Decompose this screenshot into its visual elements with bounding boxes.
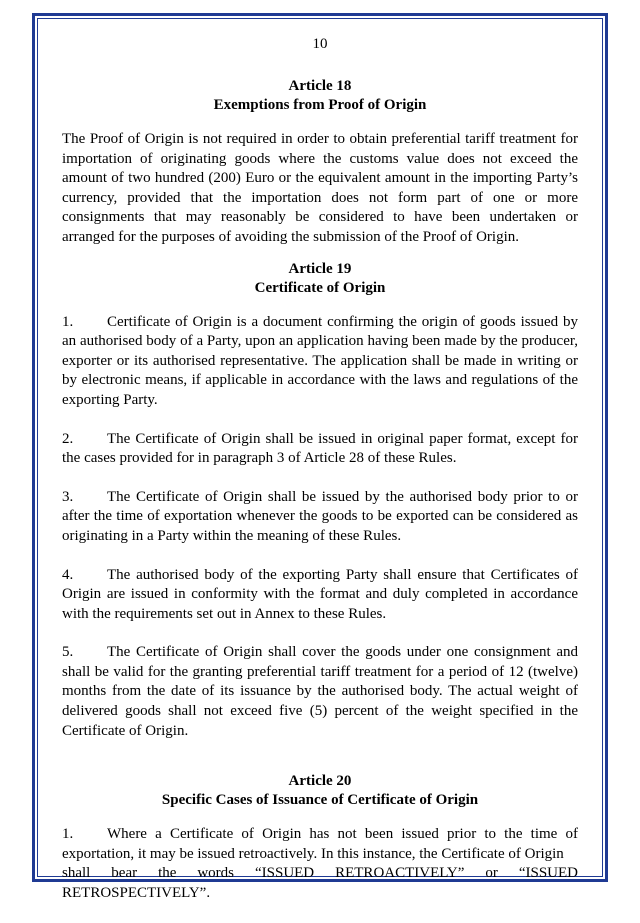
paragraph-text: The Certificate of Origin shall be issued in original paper format, except for the cases provided for in paragraph 3 of Article 28 of these Rules. xyxy=(62,430,578,467)
page-number: 10 xyxy=(312,36,328,52)
paragraph-number: 2. xyxy=(62,430,74,447)
article-19 xyxy=(62,260,578,742)
paragraph-text: Certificate of Origin is a document confirming the origin of goods issued by an authorised body of a Party, upon an application having been made by the producer, exporter or its authorised representative. The application shall be made in writing or by electronic means, if applicable in accordance with the laws and regulations of the exporting Party. xyxy=(62,313,578,408)
paragraph-text-line: RETROSPECTIVELY”. xyxy=(62,885,211,902)
paragraph-number: 5. xyxy=(62,644,74,661)
paragraph-text: The authorised body of the exporting Party shall ensure that Certificates of Origin are issued in conformity with the format and duly completed in accordance with the requirements set out in Annex to these Rules. xyxy=(62,566,578,622)
paragraph-number: 1. xyxy=(62,313,74,330)
paragraph-number: 1. xyxy=(62,826,74,843)
article-number: Article 20 xyxy=(288,773,352,790)
numbered-paragraph xyxy=(62,430,578,469)
numbered-paragraph xyxy=(62,566,578,625)
paragraph-text-line: shall bear the words “ISSUED RETROACTIVELY” or “ISSUED xyxy=(62,865,578,882)
numbered-paragraph xyxy=(62,488,578,547)
numbered-paragraph xyxy=(62,825,578,903)
article-18 xyxy=(62,77,578,248)
numbered-paragraph xyxy=(62,313,578,411)
article-title: Specific Cases of Issuance of Certificate of Origin xyxy=(161,792,479,809)
article-20 xyxy=(62,772,578,903)
document-page xyxy=(62,34,578,923)
article-number: Article 19 xyxy=(288,260,352,277)
article-title: Certificate of Origin xyxy=(254,279,386,296)
paragraph: The Proof of Origin is not required in order to obtain preferential tariff treatment for importation of originating goods where the customs value does not exceed the amount of two hundred (200) Euro or the equivalent amount in the importing Party’s currency, provided that the importation does not form part of one or more consignments that may reasonably be considered to have been undertaken or arranged for the purposes of avoiding the submission of the Proof of Origin. xyxy=(62,131,578,245)
numbered-paragraph xyxy=(62,643,578,741)
paragraph-text: Where a Certificate of Origin has not been issued prior to the time of exportation, it may be issued retroactively. In this instance, the Certificate of Origin xyxy=(62,826,578,862)
article-number: Article 18 xyxy=(288,78,352,94)
paragraph-text: The Certificate of Origin shall cover the goods under one consignment and shall be valid for the granting preferential tariff treatment for a period of 12 (twelve) months from the date of its issuance by the authorised body. The actual weight of delivered goods shall not exceed five (5) percent of the weight specified in the Certificate of Origin. xyxy=(62,644,578,739)
paragraph-number: 4. xyxy=(62,566,74,583)
paragraph-number: 3. xyxy=(62,488,74,505)
paragraph-text: The Certificate of Origin shall be issued by the authorised body prior to or after the time of exportation whenever the goods to be exported can be considered as originating in a Party within the meaning of these Rules. xyxy=(62,488,578,544)
article-title: Exemptions from Proof of Origin xyxy=(213,97,427,113)
